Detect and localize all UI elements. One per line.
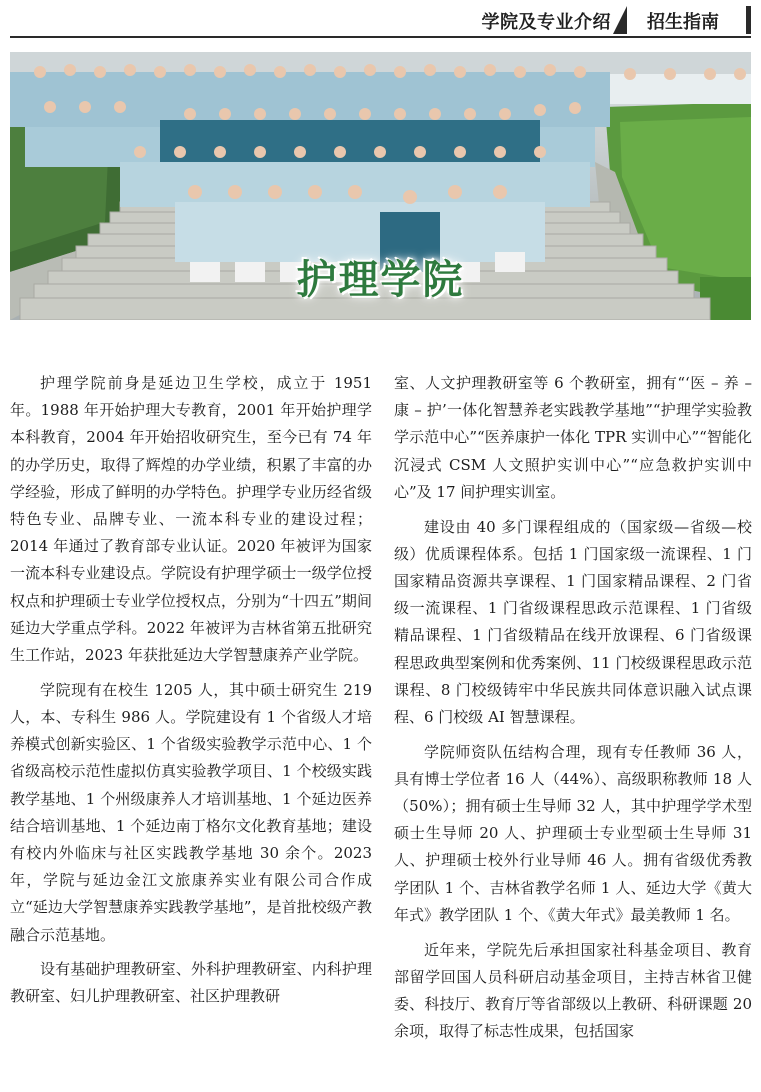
paragraph-continued: 室、人文护理教研室等 6 个教研室，拥有“‘医 – 养 – 康 – 护’一体化智慧养老实践教学基地”“护理学实验教学示范中心”“医养康护一体化 TPR 实训中心”“智能化沉浸式 CSM 人文照护实训中心”“应急救护实训中心”及 17 间护理实训室。 <box>394 374 752 501</box>
paragraph: 设有基础护理教研室、外科护理教研室、内科护理教研室、妇儿护理教研室、社区护理教研 <box>10 960 372 1006</box>
tab-edge-bar <box>746 6 751 34</box>
guide-tab <box>627 6 751 34</box>
hero-photo <box>10 52 751 320</box>
tab-slant-decoration <box>613 6 627 34</box>
paragraph: 学院师资队伍结构合理，现有专任教师 36 人，具有博士学位者 16 人（44%）、高级职称教师 18 人（50%）；拥有硕士生导师 32 人，其中护理学学术型硕士生导师 20 人、护理硕士专业型硕士生导师 31 人、护理硕士校外行业导师 46 人。拥有省级优秀教学团队 1 个、吉林省教学名师 1 人、延边大学《黄大年式》教学团队 1 个、《黄大年式》最美教师 1 名。 <box>394 742 752 924</box>
header-divider <box>10 36 751 38</box>
paragraph: 近年来，学院先后承担国家社科基金项目、教育部留学回国人员科研启动基金项目，主持吉林省卫健委、科技厅、教育厅等省部级以上教研、科研课题 20 余项，取得了标志性成果，包括国家 <box>394 940 752 1041</box>
section-title: 学院及专业介绍 <box>481 12 611 33</box>
hero-title: 护理学院 <box>296 257 465 303</box>
article-right-column <box>394 370 752 1053</box>
paragraph: 学院现有在校生 1205 人，其中硕士研究生 219 人，本、专科生 986 人。学院建设有 1 个省级人才培养模式创新实验区、1 个省级实验教学示范中心、1 个省级高校示范性虚拟仿真实验教学项目、1 个校级实践教学基地、1 个州级康养人才培训基地、1 个延边医养结合培训基地、1 个延边南丁格尔文化教育基地；建设有校内外临床与社区实践教学基地 30 余个。2023 年，学院与延边金江文旅康养实业有限公司合作成立“延边大学智慧康养实践教学基地”，是首批校级产教融合示范基地。 <box>10 680 372 944</box>
paragraph: 建设由 40 多门课程组成的（国家级—省级—校级）优质课程体系。包括 1 门国家级一流课程、1 门国家精品资源共享课程、1 门国家精品课程、2 门省级一流课程、1 门省级课程思政示范课程、1 门省级精品课程、1 门省级精品在线开放课程、6 门省级课程思政典型案例和优秀案例、11 门校级课程思政示范课程、8 门校级铸牢中华民族共同体意识融入试点课程、6 门校级 AI 智慧课程。 <box>394 517 752 726</box>
page-header <box>0 0 761 44</box>
paragraph: 护理学院前身是延边卫生学校，成立于 1951 年。1988 年开始护理大专教育，2001 年开始护理学本科教育，2004 年开始招收研究生，至今已有 74 年的办学历史，取得了辉煌的办学业绩，积累了丰富的办学经验，形成了鲜明的办学特色。护理学专业历经省级特色专业、品牌专业、一流本科专业的建设过程；2014 年通过了教育部专业认证。2020 年被评为国家一流本科专业建设点。学院设有护理学硕士一级学位授权点和护理硕士专业学位授权点，分别为“十四五”期间延边大学重点学科。2022 年被评为吉林省第五批研究生工作站，2023 年获批延边大学智慧康养产业学院。 <box>10 374 372 665</box>
guide-tab-label: 招生指南 <box>647 12 719 33</box>
article-left-column <box>10 370 372 1018</box>
